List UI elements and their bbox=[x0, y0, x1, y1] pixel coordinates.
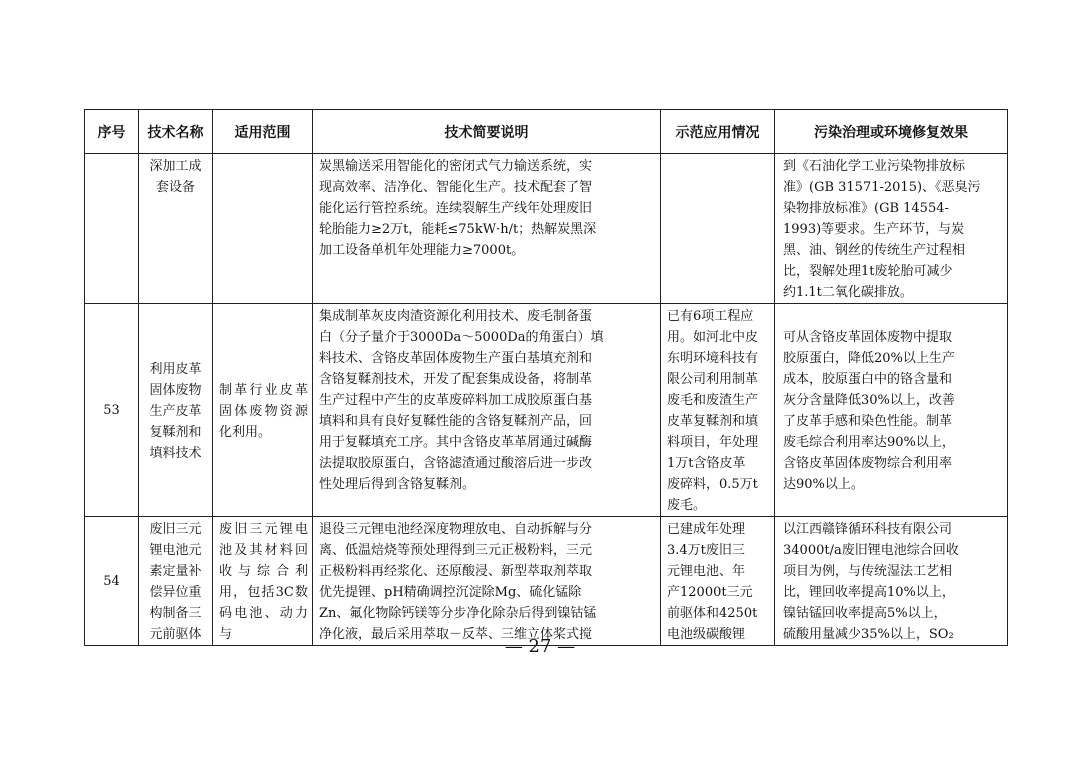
row-number: 54 bbox=[85, 517, 139, 646]
header-number: 序号 bbox=[85, 110, 139, 154]
row-tech-name: 深加工成 套设备 bbox=[139, 154, 213, 304]
row-demo-application: 已有6项工程应 用。如河北中皮 东明环境科技有 限公司利用制革 废毛和废渣生产 皮革复鞣剂和填 料项目，年处理 1万t含铬皮革 废碎料，0.5万t 废毛。 bbox=[661, 304, 775, 517]
page-number: — 27 — bbox=[504, 636, 576, 657]
row-scope: 制革行业皮革固体废物资源化利用。 bbox=[213, 304, 313, 517]
row-scope bbox=[213, 154, 313, 304]
header-effect: 污染治理或环境修复效果 bbox=[775, 110, 1008, 154]
technology-table bbox=[84, 109, 1008, 646]
row-description: 集成制革灰皮肉渣资源化利用技术、废毛制备蛋 白（分子量介于3000Da～5000Da的角蛋白）填 料技术、含铬皮革固体废物生产蛋白基填充剂和 含铬复鞣剂技术，开发了配套集成设备，将制革 生产过程中产生的皮革废碎料加工成胶原蛋白基 填料和具有良好复鞣性能的含铬复鞣剂产品，回 用于复鞣填充工序。其中含铬皮革革屑通过碱酶 法提取胶原蛋白，含铬滤渣通过酸溶后进一步改 性处理后得到含铬复鞣剂。 bbox=[313, 304, 661, 517]
table-header-row bbox=[85, 110, 1008, 154]
row-tech-name: 利用皮革 固体废物 生产皮革 复鞣剂和 填料技术 bbox=[139, 304, 213, 517]
row-description: 炭黑输送采用智能化的密闭式气力输送系统，实 现高效率、洁净化、智能化生产。技术配套了智 能化运行管控系统。连续裂解生产线年处理废旧 轮胎能力≥2万t，能耗≤75kW·h/t；热解炭黑深 加工设备单机年处理能力≥7000t。 bbox=[313, 154, 661, 304]
header-demo-application: 示范应用情况 bbox=[661, 110, 775, 154]
row-effect: 到《石油化学工业污染物排放标 准》(GB 31571-2015)、《恶臭污 染物排放标准》(GB 14554- 1993)等要求。生产环节，与炭 黑、油、钢丝的传统生产过程相 比，裂解处理1t废轮胎可减少 约1.1t二氧化碳排放。 bbox=[775, 154, 1008, 304]
header-description: 技术简要说明 bbox=[313, 110, 661, 154]
row-effect: 可从含铬皮革固体废物中提取 胶原蛋白，降低20%以上生产 成本，胶原蛋白中的铬含量和 灰分含量降低30%以上，改善 了皮革手感和染色性能。制革 废毛综合利用率达90%以上， 含铬皮革固体废物综合利用率 达90%以上。 bbox=[775, 304, 1008, 517]
table-row bbox=[85, 304, 1008, 517]
row-scope: 废旧三元锂电池及其材料回收与综合利用，包括3C数码电池、动力与 bbox=[219, 522, 308, 642]
row-demo-application: 已建成年处理 3.4万t废旧三 元锂电池、年 产12000t三元 前驱体和4250t 电池级碳酸锂 bbox=[667, 522, 758, 642]
header-scope: 适用范围 bbox=[213, 110, 313, 154]
row-number: 53 bbox=[85, 304, 139, 517]
row-effect: 以江西赣锋循环科技有限公司 34000t/a废旧锂电池综合回收 项目为例，与传统湿法工艺相 比，锂回收率提高10%以上， 镍钴锰回收率提高5%以上， 硫酸用量减少35%以上，SO₂ bbox=[783, 522, 959, 642]
table-row bbox=[85, 154, 1008, 304]
row-demo-application bbox=[661, 154, 775, 304]
row-tech-name: 废旧三元 锂电池元 素定量补 偿异位重 构制备三 元前驱体 bbox=[149, 522, 202, 642]
table-row bbox=[85, 517, 1008, 646]
row-description: 退役三元锂电池经深度物理放电、自动拆解与分 离、低温焙烧等预处理得到三元正极粉料，三元 正极粉料再经浆化、还原酸浸、新型萃取剂萃取 优先提锂、pH精确调控沉淀除Mg、硫化锰除 Zn、氟化物除钙镁等分步净化除杂后得到镍钴锰 净化液，最后采用萃取－反萃、三维立体桨式搅 bbox=[319, 522, 597, 642]
row-number bbox=[85, 154, 139, 304]
header-tech-name: 技术名称 bbox=[139, 110, 213, 154]
